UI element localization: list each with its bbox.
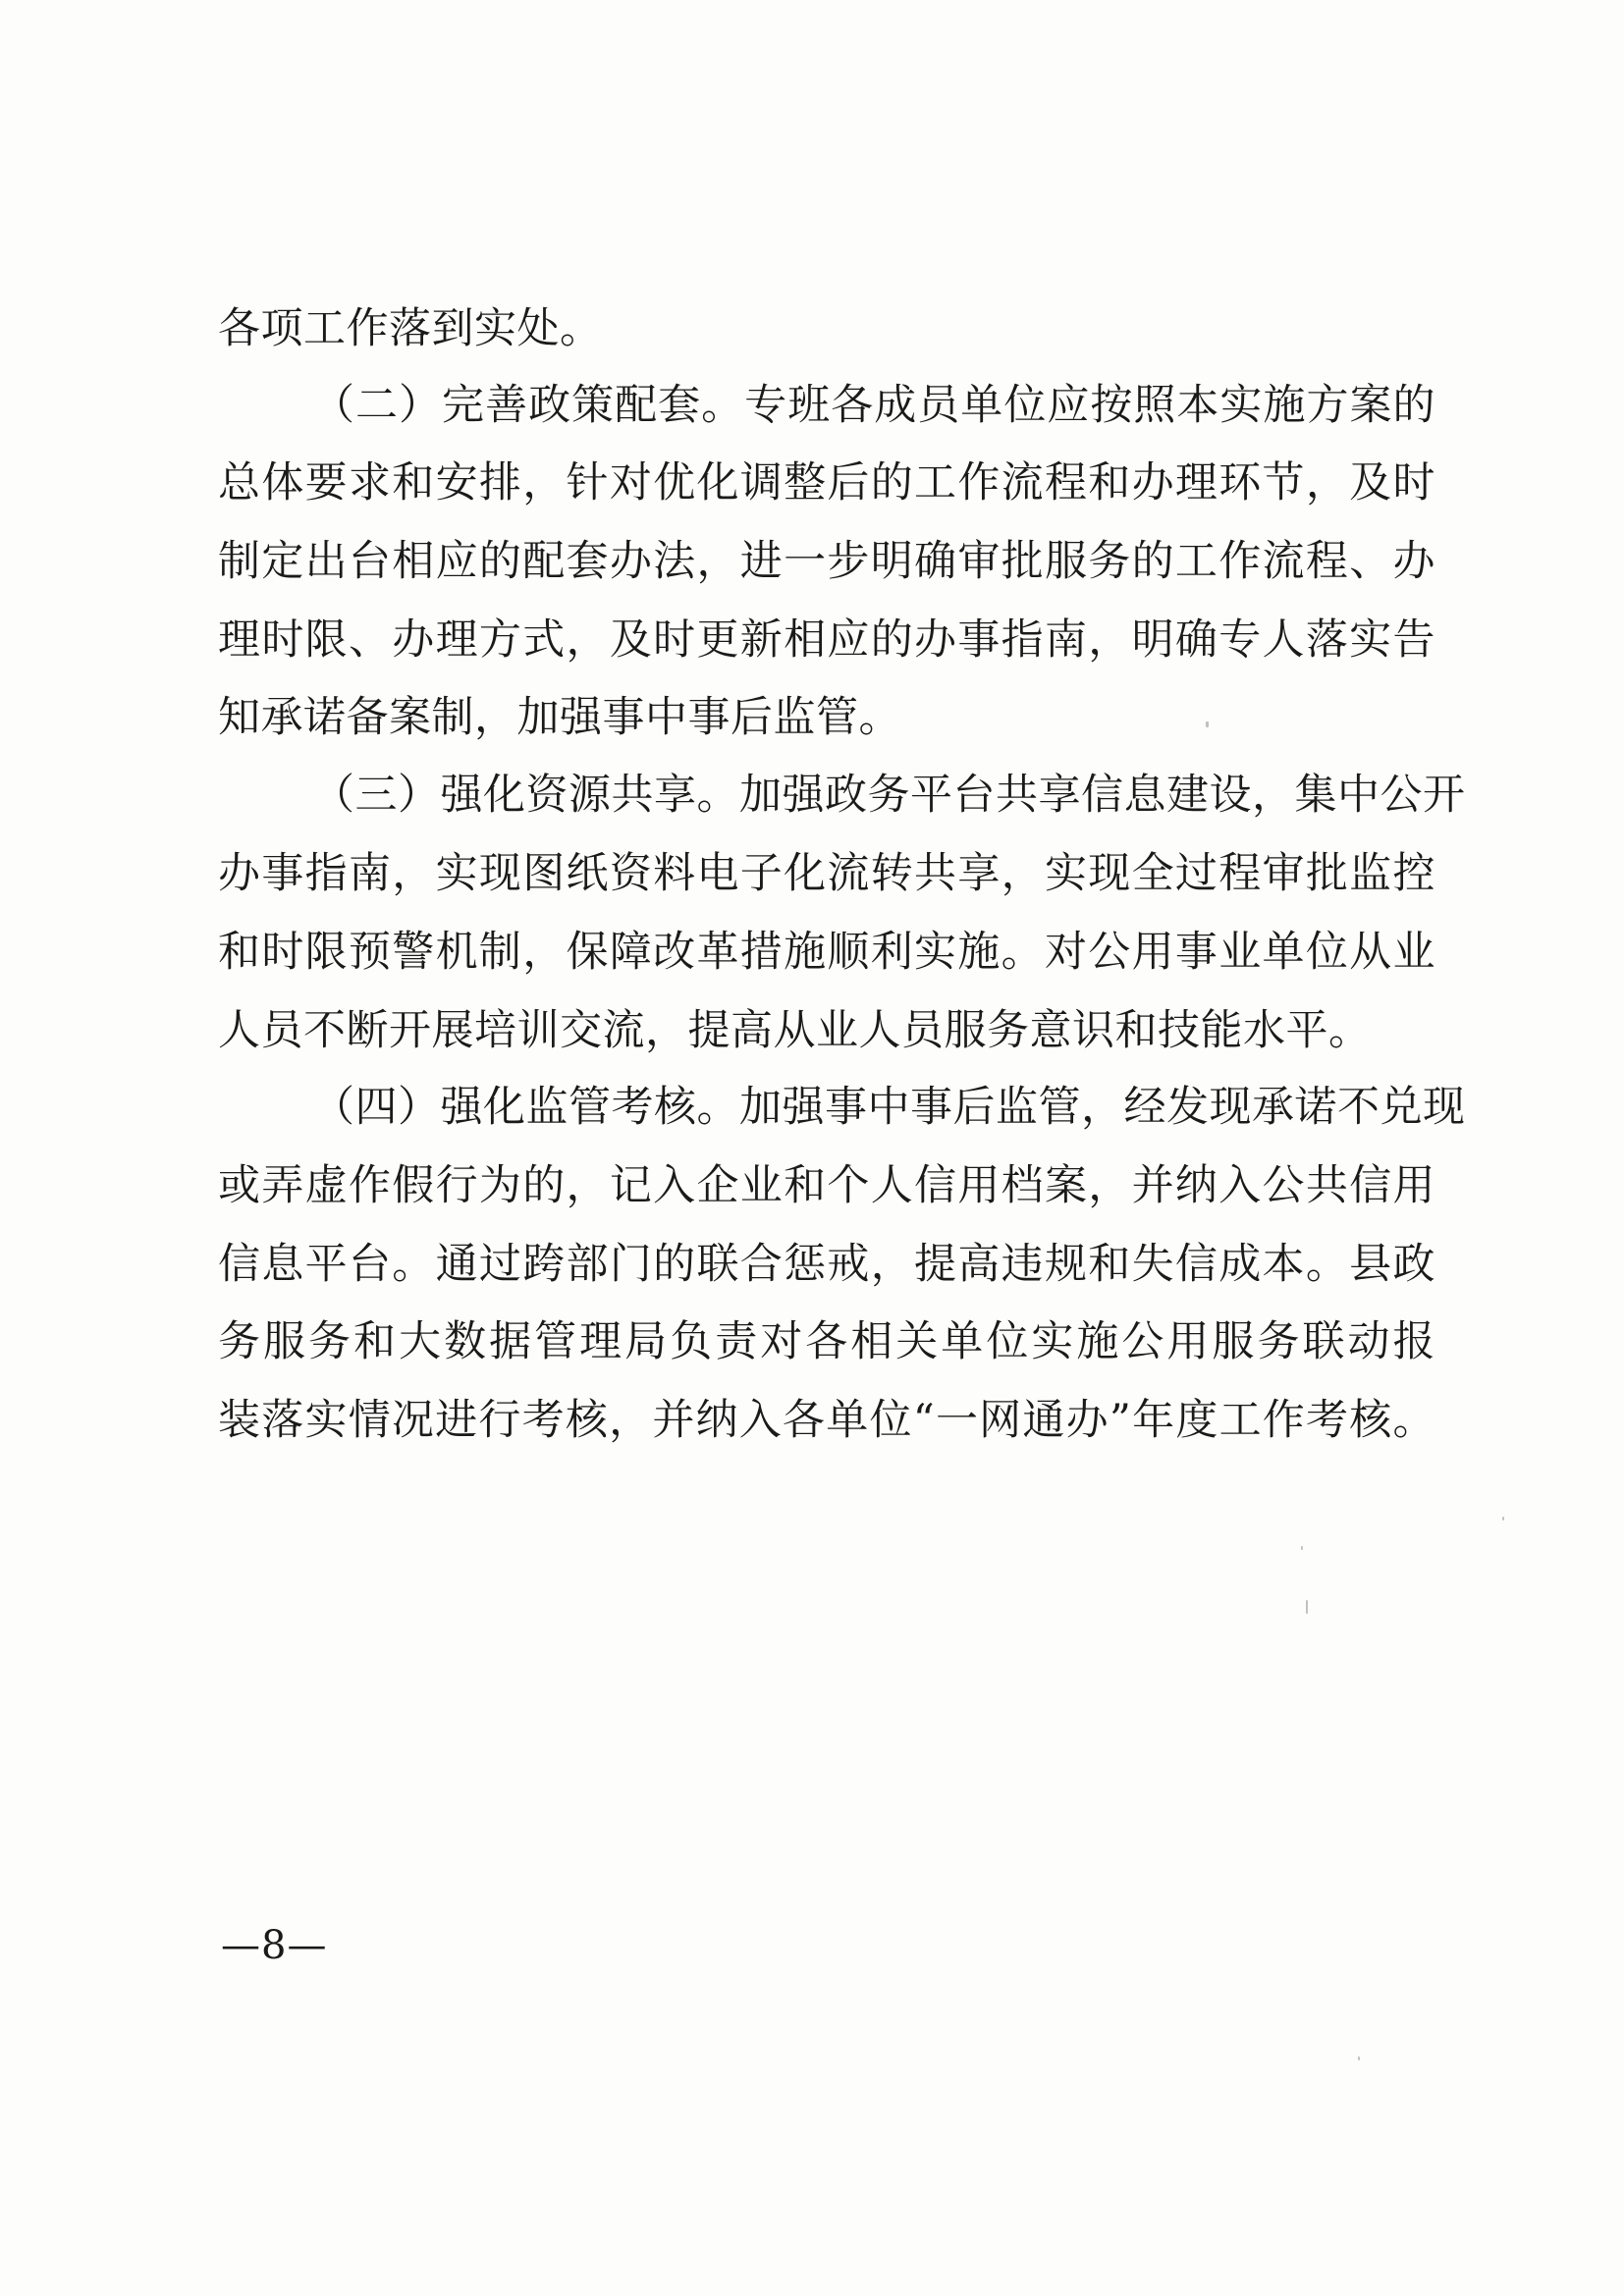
text-line-6: 知承诺备案制，加强事中事后监管。: [218, 693, 901, 742]
text-line-10: 人员不断开展培训交流，提高从业人员服务意识和技能水平。: [218, 1006, 1372, 1055]
section-4-heading-line: （四）强化监管考核。加强事中事后监管，经发现承诺不兑现: [312, 1083, 1466, 1132]
text-line-5: 理时限、办理方式，及时更新相应的办事指南，明确专人落实告: [218, 615, 1435, 665]
text-line-12: 或弄虚作假行为的，记入企业和个人信用档案，并纳入公共信用: [218, 1161, 1435, 1210]
text-line-8: 办事指南，实现图纸资料电子化流转共享，实现全过程审批监控: [218, 849, 1435, 898]
text-line-4: 制定出台相应的配套办法，进一步明确审批服务的工作流程、办: [218, 537, 1435, 586]
text-line-9: 和时限预警机制，保障改革措施顺利实施。对公用事业单位从业: [218, 928, 1435, 977]
text-line-14: 务服务和大数据管理局负责对各相关单位实施公用服务联动报: [218, 1317, 1435, 1366]
text-line-3: 总体要求和安排，针对优化调整后的工作流程和办理环节，及时: [218, 458, 1435, 507]
section-3-heading-line: （三）强化资源共享。加强政务平台共享信息建设，集中公开: [312, 771, 1466, 820]
section-2-heading-line: （二）完善政策配套。专班各成员单位应按照本实施方案的: [312, 381, 1435, 430]
scan-speck: [1206, 721, 1209, 727]
text-line-1: 各项工作落到实处。: [218, 304, 603, 353]
scan-speck: [1502, 1517, 1504, 1521]
text-line-13: 信息平台。通过跨部门的联合惩戒，提高违规和失信成本。县政: [218, 1240, 1435, 1289]
scan-speck: [1301, 1546, 1303, 1550]
scan-speck: [1306, 1600, 1308, 1614]
page-number: —8—: [221, 1923, 328, 1968]
text-line-15: 装落实情况进行考核，并纳入各单位“一网通办”年度工作考核。: [218, 1396, 1435, 1445]
scan-speck: [1358, 2056, 1360, 2060]
